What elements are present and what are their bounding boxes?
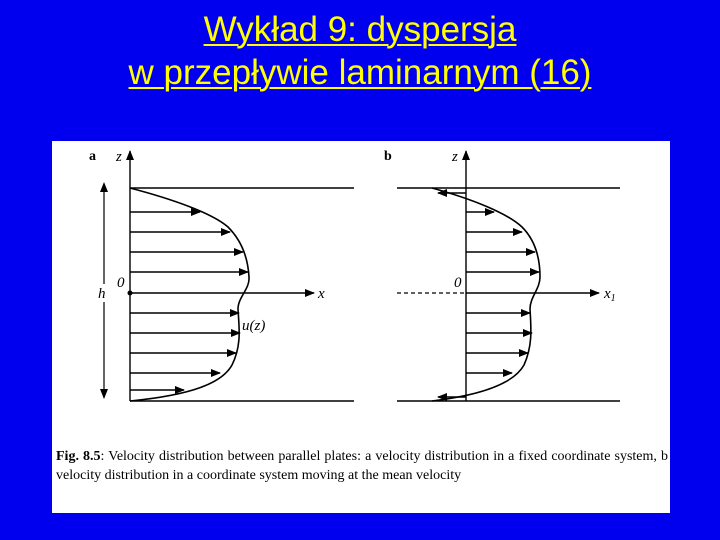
panel-b-letter: b [384, 149, 392, 164]
panel-a-letter: a [89, 149, 96, 164]
panel-b-z-label: z [452, 149, 458, 165]
panel-a-origin-label: 0 [117, 275, 125, 291]
panel-a-origin-dot [128, 291, 133, 296]
panel-b [384, 149, 620, 401]
panel-a-h-label: h [98, 286, 106, 302]
figure-caption-label: Fig. 8.5 [56, 449, 101, 464]
panel-a-x-label: x [318, 286, 325, 302]
panel-b-origin-label: 0 [454, 275, 462, 291]
panel-a-z-label: z [116, 149, 122, 165]
panel-a-velocity-profile [130, 188, 249, 401]
figure-caption [56, 447, 668, 485]
panel-b-velocity-profile [432, 188, 540, 401]
slide-title [0, 8, 720, 94]
panel-b-x-label: $x_1$ [604, 286, 616, 304]
figure-caption-text: : Velocity distribution between parallel plates: a velocity distribution in a fixed coordinate system, b velocity distribution in a coordinate system moving at the mean velocity [56, 449, 668, 483]
velocity-diagram [52, 141, 670, 441]
title-line-2: w przepływie laminarnym (16) [128, 53, 592, 92]
panel-a [89, 149, 354, 401]
panel-a-velocity-arrows [130, 212, 248, 390]
title-line-1: Wykład 9: dyspersja [203, 10, 517, 49]
figure-panel [52, 141, 670, 513]
panel-a-profile-label: u(z) [242, 318, 266, 334]
